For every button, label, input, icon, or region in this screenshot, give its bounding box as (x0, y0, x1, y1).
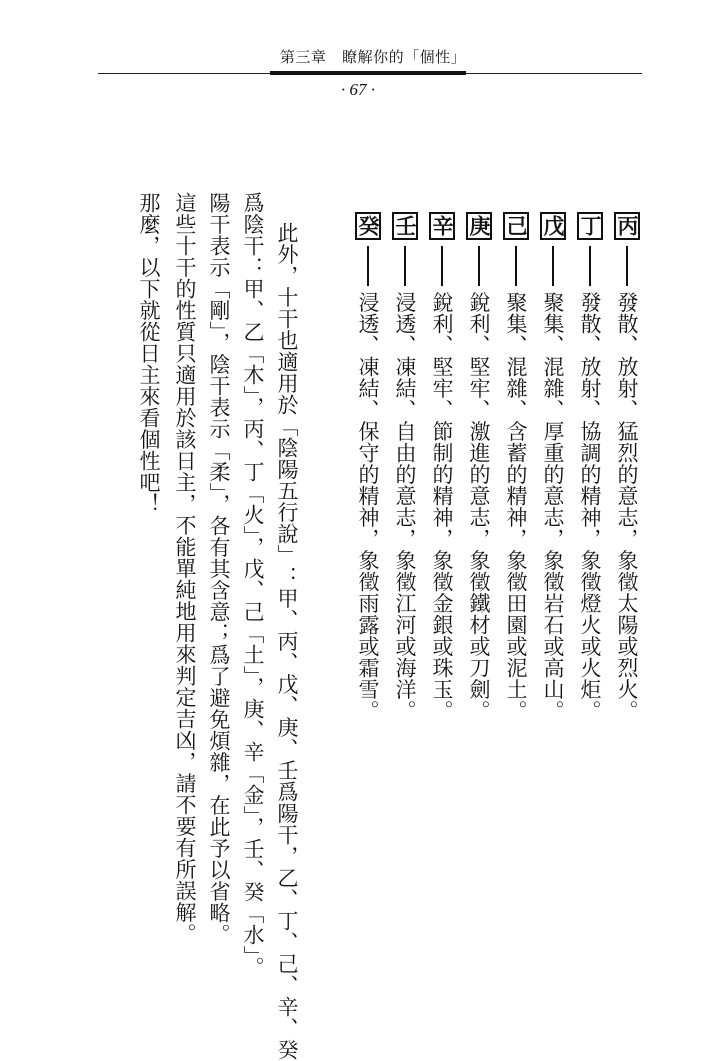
stem-label: 己 (503, 212, 529, 240)
header-rule-accent (270, 71, 466, 75)
stem-description: 聚集、混雜、厚重的意志，象徵岩石或高山。 (541, 291, 565, 722)
stem-label: 壬 (392, 212, 418, 240)
stem-entry (501, 212, 531, 722)
stem-entry (538, 212, 568, 722)
dash-rule (552, 246, 554, 286)
paragraph-column: 爲陰干：甲、乙「木」，丙、丁「火」，戊、己「土」，庚、辛「金」，壬、癸「水」。 (241, 192, 265, 978)
stem-label: 癸 (355, 212, 381, 240)
stem-description: 浸透、凍結、自由的意志，象徵江河或海洋。 (393, 291, 417, 722)
stem-description: 浸透、凍結、保守的精神，象徵雨露或霜雪。 (356, 291, 380, 722)
dash-rule (626, 246, 628, 286)
stem-entry (390, 212, 420, 722)
stem-label: 丁 (577, 212, 603, 240)
stem-entry (575, 212, 605, 722)
chapter-label: 第三章 (279, 48, 327, 66)
stem-entry (353, 212, 383, 722)
stem-entry (464, 212, 494, 722)
dash-rule (589, 246, 591, 286)
paragraph-column: 那麼，以下就從日主來看個性吧！ (137, 192, 161, 515)
stem-description: 發散、放射、猛烈的意志，象徵太陽或烈火。 (615, 291, 639, 722)
stem-label: 戊 (540, 212, 566, 240)
paragraph-column: 陽干表示「剛」，陰干表示「柔」，各有其含意；爲了避免煩雜，在此予以省略。 (207, 192, 231, 945)
dash-rule (478, 246, 480, 286)
paragraph-column: 這些十干的性質只適用於該日主，不能單純地用來判定吉凶，請不要有所誤解。 (173, 192, 197, 945)
dash-rule (441, 246, 443, 286)
stem-description: 銳利、堅牢、節制的精神，象徵金銀或珠玉。 (430, 291, 454, 722)
stem-description: 銳利、堅牢、激進的意志，象徵鐵材或刀劍。 (467, 291, 491, 722)
paragraph-column: 此外，十干也適用於「陰陽五行說」：甲、丙、戊、庚、壬爲陽干，乙、丁、己、辛、癸 (275, 222, 299, 1061)
stem-description: 發散、放射、協調的精神，象徵燈火或火炬。 (578, 291, 602, 722)
dash-rule (515, 246, 517, 286)
chapter-title: 瞭解你的「個性」 (342, 48, 467, 66)
stem-label: 辛 (429, 212, 455, 240)
stem-label: 丙 (614, 212, 640, 240)
stem-description: 聚集、混雜、含蓄的精神，象徵田園或泥土。 (504, 291, 528, 722)
dash-rule (367, 246, 369, 286)
page-number: · 67 · (341, 80, 375, 99)
stem-label: 庚 (466, 212, 492, 240)
dash-rule (404, 246, 406, 286)
stem-entry (612, 212, 642, 722)
stem-entry (427, 212, 457, 722)
running-header (273, 46, 473, 67)
